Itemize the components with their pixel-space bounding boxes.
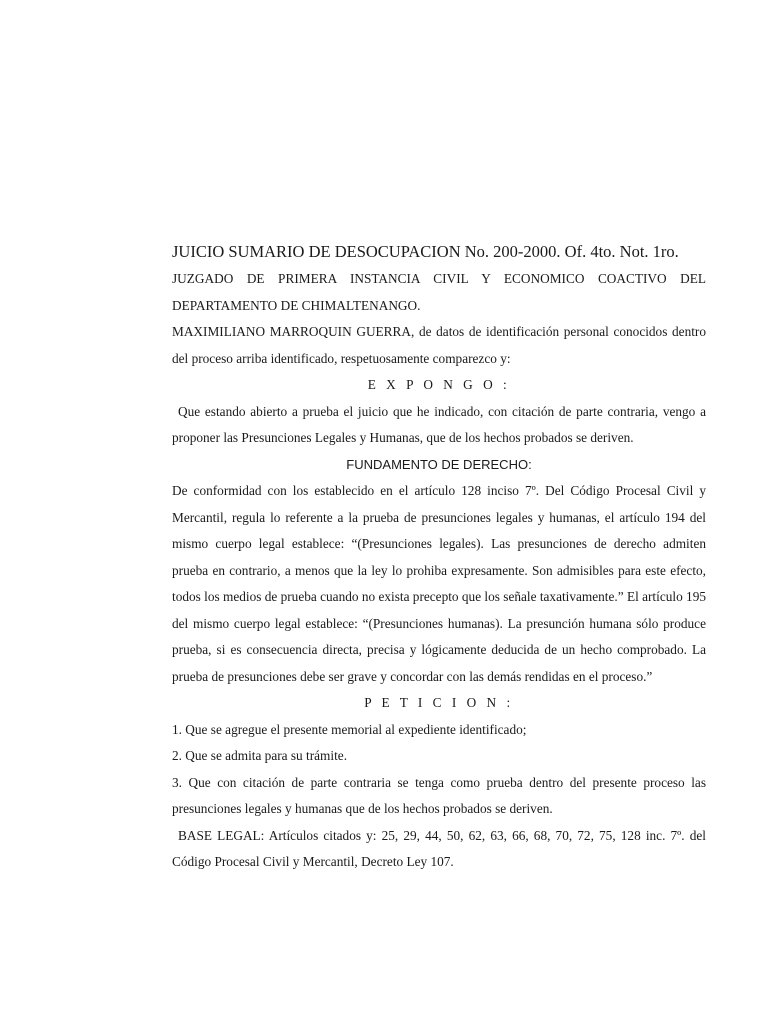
peticion-item-1: 1. Que se agregue el presente memorial al expediente identificado; [172,721,527,737]
court-name: JUZGADO DE PRIMERA INSTANCIA CIVIL Y ECONOMICO COACTIVO DEL DEPARTAMENTO DE CHIMALTENANGO. [172,271,706,313]
fundamento-paragraph: De conformidad con los establecido en el artículo 128 inciso 7º. Del Código Procesal Civil y Mercantil, regula lo referente a la prueba de presunciones legales y humanas, el artículo 194 del mismo cuerpo legal establece: “(Presunciones legales). Las presunciones de derecho admiten prueba en contrario, a menos que la ley lo prohiba expresamente. Son admisibles para este efecto, todos los medios de prueba cuando no exista precepto que los señale taxativamente.” El artículo 195 del mismo cuerpo legal establece: “(Presunciones humanas). La presunción humana sólo produce prueba, si es consecuencia directa, precisa y lógicamente deducida de un hecho comprobado. La prueba de presunciones debe ser grave y concordar con las demás rendidas en el proceso.” [172,483,706,684]
heading-fundamento: FUNDAMENTO DE DERECHO: [346,456,532,472]
document-body [172,240,706,876]
base-legal-paragraph: BASE LEGAL: Artículos citados y: 25, 29, 44, 50, 62, 63, 66, 68, 70, 72, 75, 128 inc. 7º. del Código Procesal Civil y Mercantil, Decreto Ley 107. [172,827,706,869]
expongo-paragraph: Que estando abierto a prueba el juicio que he indicado, con citación de parte contraria, vengo a proponer las Presunciones Legales y Humanas, que de los hechos probados se deriven. [172,403,706,445]
intro-paragraph: MAXIMILIANO MARROQUIN GUERRA, de datos de identificación personal conocidos dentro del proceso arriba identificado, respetuosamente comparezco y: [172,324,706,366]
heading-expongo: E X P O N G O : [367,377,511,392]
case-title: JUICIO SUMARIO DE DESOCUPACION No. 200-2000. Of. 4to. Not. 1ro. [172,242,679,261]
heading-peticion: P E T I C I O N : [364,695,514,710]
peticion-item-2: 2. Que se admita para su trámite. [172,748,348,763]
peticion-item-3: 3. Que con citación de parte contraria se tenga como prueba dentro del presente proceso las presunciones legales y humanas que de los hechos probados se deriven. [172,774,706,816]
